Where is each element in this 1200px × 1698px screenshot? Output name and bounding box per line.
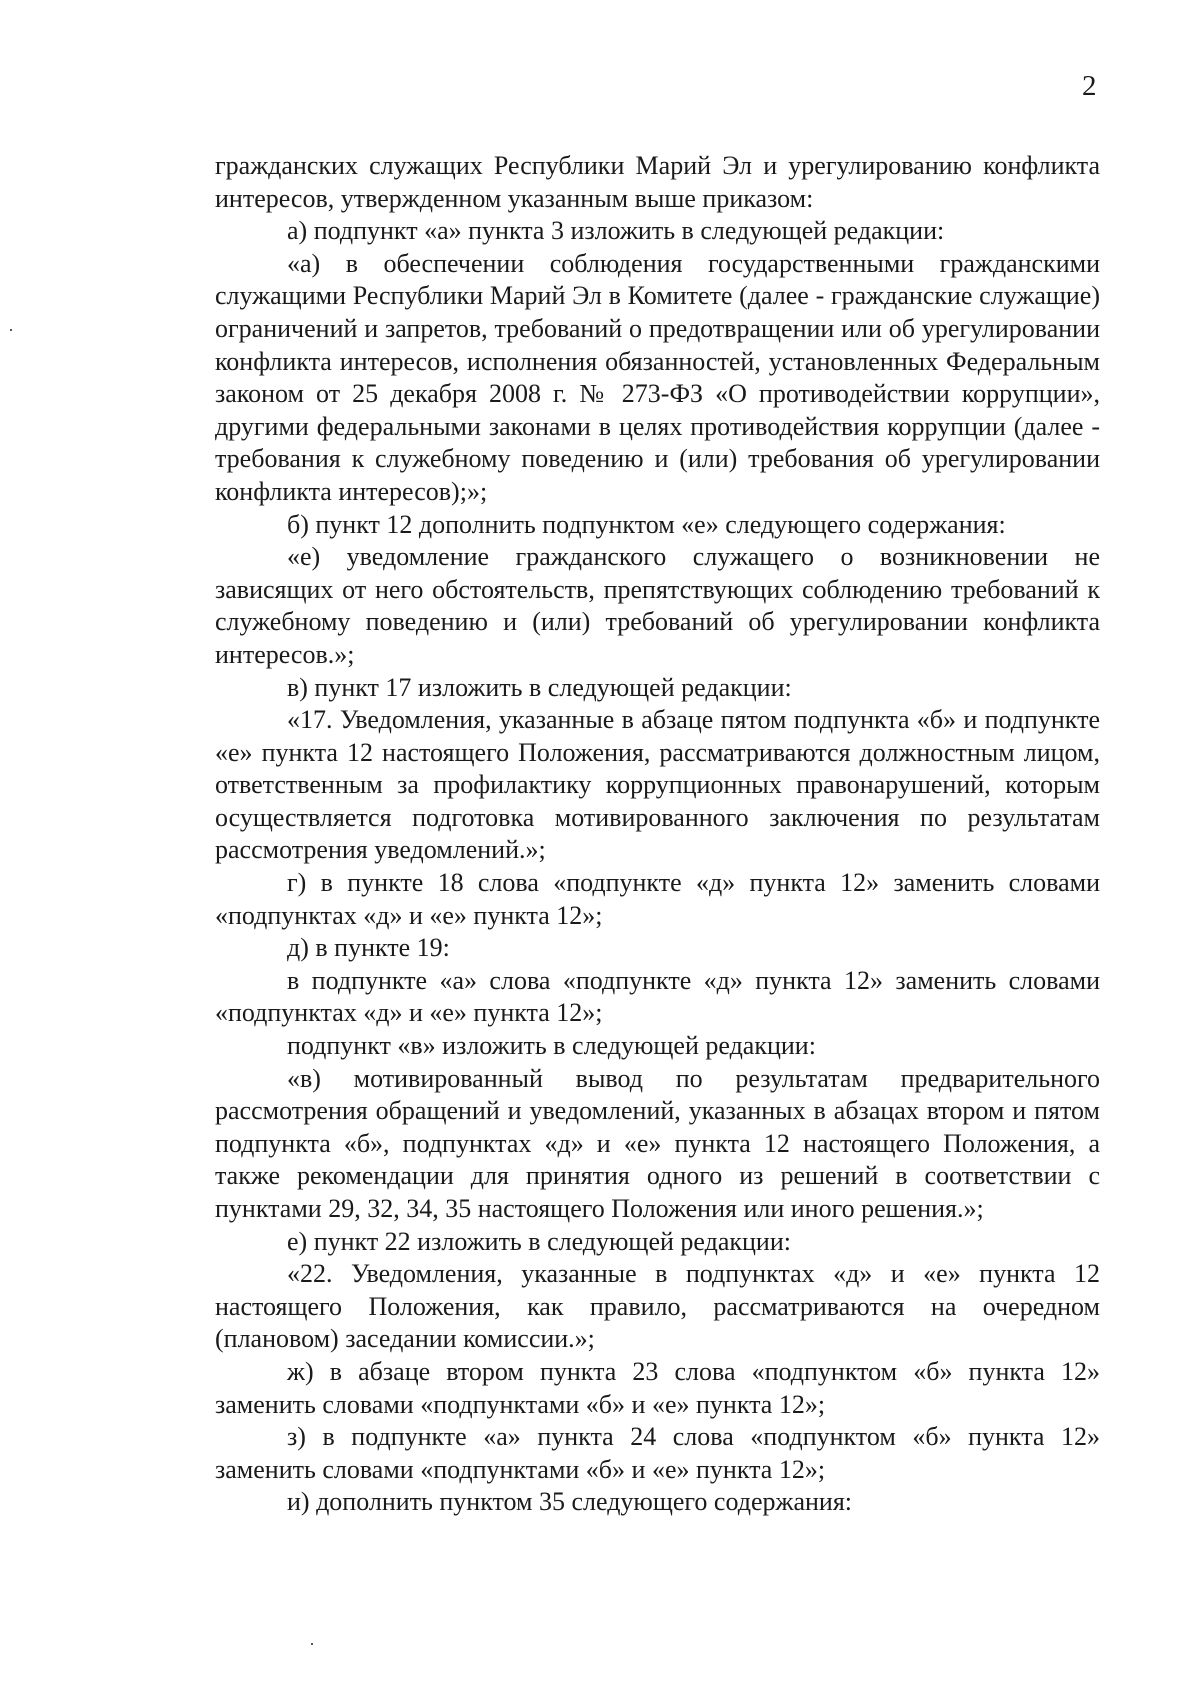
paragraph: гражданских служащих Республики Марий Эл и урегулированию конфликта интересов, утвержденном указанным выше приказом: [215, 151, 1100, 213]
paragraph: «а) в обеспечении соблюдения государственными гражданскими служащими Республики Марий Эл в Комитете (далее - гражданские служащие) ограничений и запретов, требований о предотвращении или об урегулировании конфликта интересов, исполнения обязанностей, установленных Федеральным законом от 25 декабря 2008 г. № 273-ФЗ «О противодействии коррупции», другими федеральными законами в целях противодействия коррупции (далее - требования к служебному поведению и (или) требования об урегулировании конфликта интересов);»; [215, 248, 1100, 506]
paragraph: и) дополнить пунктом 35 следующего содержания: [287, 1487, 853, 1517]
paragraph: «22. Уведомления, указанные в подпунктах «д» и «е» пункта 12 настоящего Положения, как правило, рассматриваются на очередном (плановом) заседании комиссии.»; [215, 1259, 1100, 1354]
paragraph: д) в пункте 19: [287, 933, 450, 963]
scan-speck [311, 1643, 313, 1645]
paragraph: «17. Уведомления, указанные в абзаце пятом подпункта «б» и подпункте «е» пункта 12 настоящего Положения, рассматриваются должностным лицом, ответственным за профилактику коррупционных правонарушений, которым осуществляется подготовка мотивированного заключения по результатам рассмотрения уведомлений.»; [215, 705, 1100, 865]
scan-speck [10, 329, 12, 331]
paragraph: ж) в абзаце втором пункта 23 слова «подпунктом «б» пункта 12» заменить словами «подпунктами «б» и «е» пункта 12»; [215, 1356, 1100, 1419]
paragraph: а) подпункт «а» пункта 3 изложить в следующей редакции: [287, 216, 945, 246]
paragraph: «е) уведомление гражданского служащего о возникновении не зависящих от него обстоятельств, препятствующих соблюдению требований к служебному поведению и (или) требований об урегулировании конфликта интересов.»; [215, 542, 1100, 669]
paragraph: з) в подпункте «а» пункта 24 слова «подпунктом «б» пункта 12» заменить словами «подпунктами «б» и «е» пункта 12»; [215, 1422, 1100, 1484]
paragraph: в) пункт 17 изложить в следующей редакции: [287, 672, 792, 702]
paragraph: «в) мотивированный вывод по результатам предварительного рассмотрения обращений и уведомлений, указанных в абзацах втором и пятом подпункта «б», подпунктах «д» и «е» пункта 12 настоящего Положения, а также рекомендации для принятия одного из решений в соответствии с пунктами 29, 32, 34, 35 настоящего Положения или иного решения.»; [215, 1063, 1100, 1223]
paragraph: е) пункт 22 изложить в следующей редакции: [287, 1226, 791, 1256]
paragraph: подпункт «в» изложить в следующей редакции: [287, 1031, 816, 1061]
page-number: 2 [1082, 70, 1097, 102]
paragraph: в подпункте «а» слова «подпункте «д» пункта 12» заменить словами «подпунктах «д» и «е» пункта 12»; [215, 965, 1100, 1028]
paragraph: б) пункт 12 дополнить подпунктом «е» следующего содержания: [287, 509, 1006, 539]
document-body [215, 150, 1100, 1519]
paragraph: г) в пункте 18 слова «подпункте «д» пункта 12» заменить словами «подпунктах «д» и «е» пункта 12»; [215, 868, 1100, 930]
